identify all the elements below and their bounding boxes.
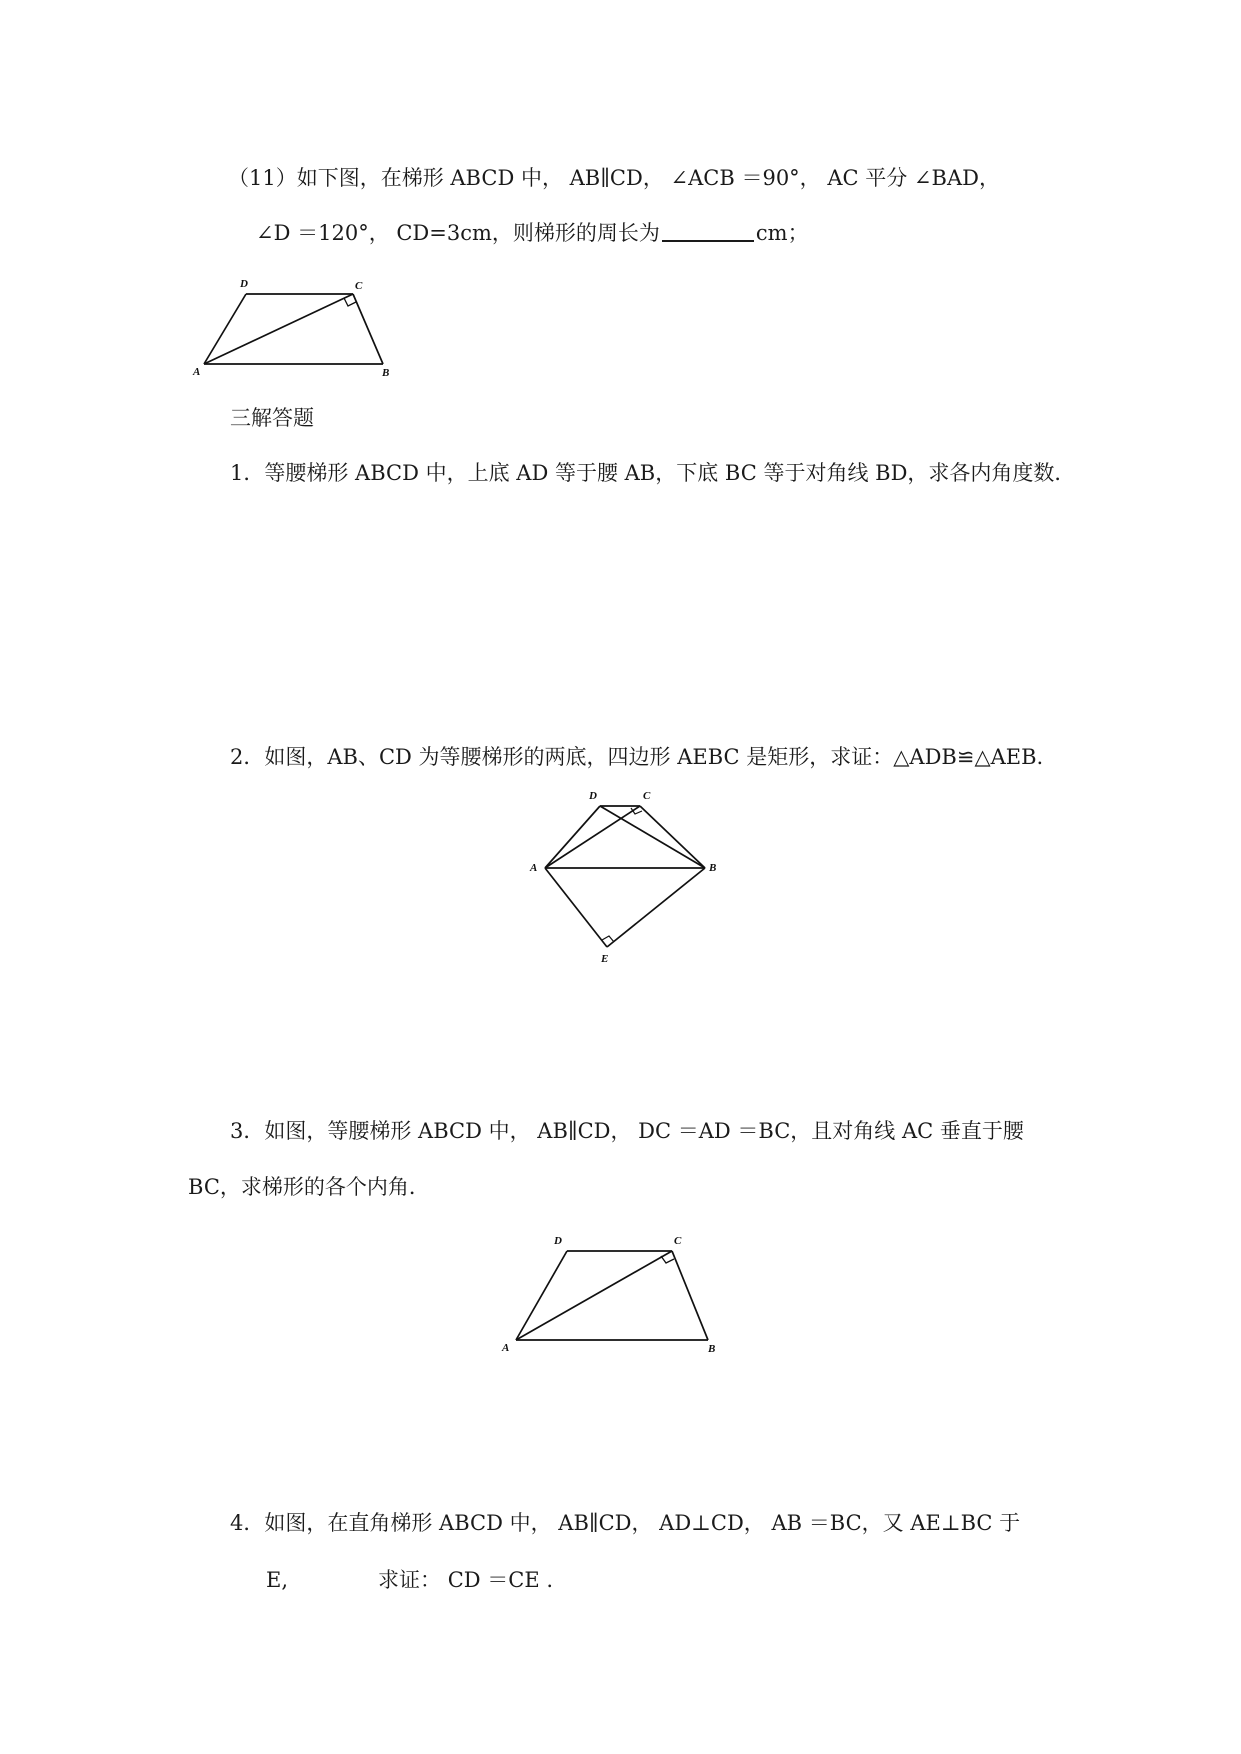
problem-3-line1: 3．如图，等腰梯形 ABCD 中， AB∥CD， DC ＝AD ＝BC，且对角线 AC 垂直于腰 [230,1119,1024,1143]
q11-line2 [256,218,809,248]
fig3-label-b: B [708,1343,716,1355]
fig1-label-a: A [193,366,201,378]
fig2-label-e: E [601,953,609,965]
problem-2: 2．如图，AB、CD 为等腰梯形的两底，四边形 AEBC 是矩形，求证：△ADB≌△AEB. [230,745,1044,769]
fig3-label-c: C [674,1235,682,1247]
fig2-label-c: C [643,790,651,802]
q11-line2-unit: cm； [755,221,809,245]
section-title: 三解答题 [230,406,314,430]
problem-4-prove: 求证： CD ＝CE . [378,1568,554,1592]
q11-line2-text: ∠D ＝120°， CD=3cm，则梯形的周长为 [256,221,660,245]
problem-1: 1．等腰梯形 ABCD 中，上底 AD 等于腰 AB，下底 BC 等于对角线 BD，求各内角度数． [230,461,1076,485]
fig2-label-a: A [530,862,538,874]
problem-4-line1: 4．如图，在直角梯形 ABCD 中， AB∥CD， AD⊥CD， AB ＝BC，又 AE⊥BC 于 [230,1511,1021,1535]
fig3-label-a: A [502,1342,510,1354]
q11-line1: （11）如下图，在梯形 ABCD 中， AB∥CD， ∠ACB ＝90°， AC 平分 ∠BAD， [228,166,1000,190]
fig1-label-c: C [355,280,363,292]
problem-3-line2: BC，求梯形的各个内角． [188,1175,430,1199]
fig1-label-b: B [382,367,390,379]
fig2-label-d: D [589,790,597,802]
fig3-label-d: D [554,1235,562,1247]
trapezoid-figure-1 [190,278,410,378]
trapezoid-rectangle-figure-2 [525,780,725,980]
fig2-label-b: B [709,862,717,874]
answer-blank[interactable] [662,220,754,242]
problem-4-label-e: E, [266,1568,289,1592]
fig1-label-d: D [240,278,248,290]
trapezoid-figure-3 [492,1230,742,1355]
problem-4-line2 [266,1565,553,1595]
